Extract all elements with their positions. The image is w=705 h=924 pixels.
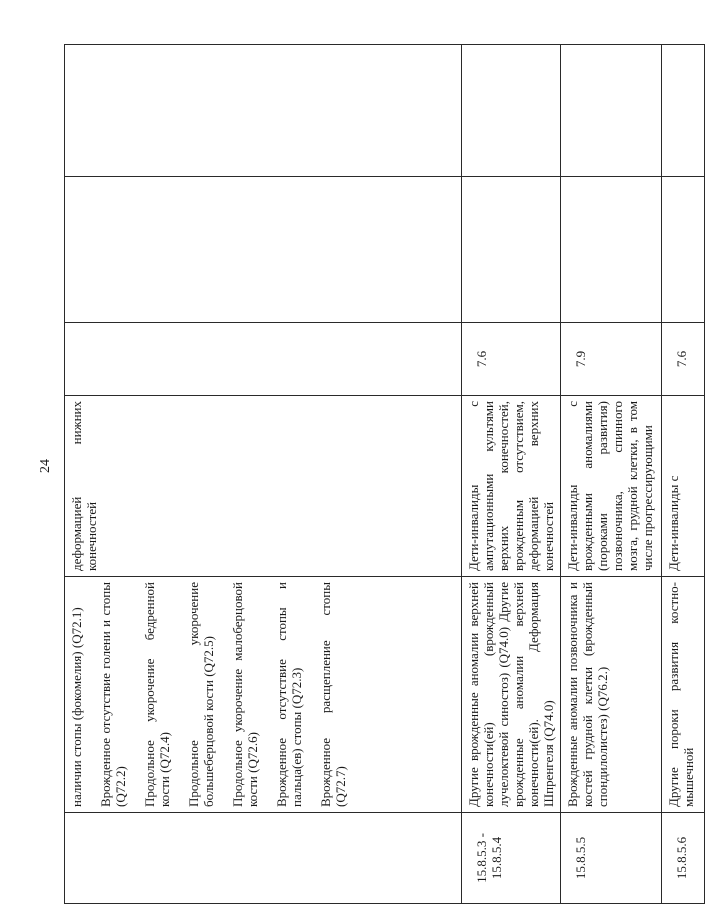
patients-cell: Дети-инвалиды с врожденными аномалиями (пороками развития) позвоночника, спинного мозга, грудной клетки, в том числе прогрессирующими bbox=[561, 396, 662, 577]
code-cell: 15.8.5.3 - 15.8.5.4 bbox=[462, 813, 561, 904]
patients-word: деформацией bbox=[69, 496, 84, 571]
patients-word: нижних bbox=[69, 401, 84, 445]
code-value-cell: 7.6 bbox=[462, 323, 561, 396]
code-value-cell: 7.9 bbox=[561, 323, 662, 396]
empty-cell bbox=[462, 177, 561, 323]
empty-cell bbox=[462, 45, 561, 177]
empty-cell bbox=[561, 45, 662, 177]
diagnosis-cell: Другие врожденные аномалии верхней конечности(ей) (врожденный лучелоктевой синостоз) (Q74.0) Другие врожденные аномалии верхней конечности(ей). Деформация Шпренгеля (Q74.0) bbox=[462, 577, 561, 813]
diagnosis-line: Врожденное расщепление стопы (Q72.7) bbox=[318, 582, 348, 807]
table-row bbox=[662, 45, 705, 904]
diagnosis-line: наличии стопы (фокомелия) (Q72.1) bbox=[69, 607, 84, 807]
table-row bbox=[561, 45, 662, 904]
diagnosis-line: Продольное укорочение большеберцовой кости (Q72.5) bbox=[186, 582, 216, 807]
code-cell: 15.8.5.5 bbox=[561, 813, 662, 904]
empty-cell bbox=[65, 45, 462, 177]
empty-cell bbox=[65, 177, 462, 323]
patients-cell bbox=[65, 396, 462, 577]
page-number: 24 bbox=[38, 459, 53, 473]
patients-word: конечностей bbox=[84, 501, 99, 571]
empty-cell bbox=[662, 177, 705, 323]
classification-table bbox=[64, 44, 705, 904]
patients-cell: Дети-инвалиды с ампутационными культями верхних конечностей, врожденным отсутствием, деформацией верхних конечностей bbox=[462, 396, 561, 577]
diagnosis-line: Продольное укорочение малоберцовой кости (Q72.6) bbox=[230, 582, 260, 807]
diagnosis-line: Врожденное отсутствие голени и стопы (Q72.2) bbox=[98, 582, 128, 807]
rotated-page-content bbox=[64, 44, 696, 904]
diagnosis-line: Врожденное отсутствие стопы и пальца(ев) стопы (Q72.3) bbox=[274, 582, 304, 807]
table-row bbox=[65, 45, 462, 904]
table-row bbox=[462, 45, 561, 904]
code-cell: 15.8.5.6 bbox=[662, 813, 705, 904]
empty-cell bbox=[561, 177, 662, 323]
code-value-cell bbox=[65, 323, 462, 396]
diagnosis-line: Продольное укорочение бедренной кости (Q72.4) bbox=[142, 582, 172, 807]
code-cell bbox=[65, 813, 462, 904]
empty-cell bbox=[662, 45, 705, 177]
code-value-cell: 7.6 bbox=[662, 323, 705, 396]
diagnosis-cell: Другие пороки развития костно-мышечной bbox=[662, 577, 705, 813]
diagnosis-cell: Врожденные аномалии позвоночника и костей грудной клетки (врожденный спондилолистез) (Q76.2.) bbox=[561, 577, 662, 813]
patients-cell: Дети-инвалиды с bbox=[662, 396, 705, 577]
diagnosis-cell bbox=[65, 577, 462, 813]
